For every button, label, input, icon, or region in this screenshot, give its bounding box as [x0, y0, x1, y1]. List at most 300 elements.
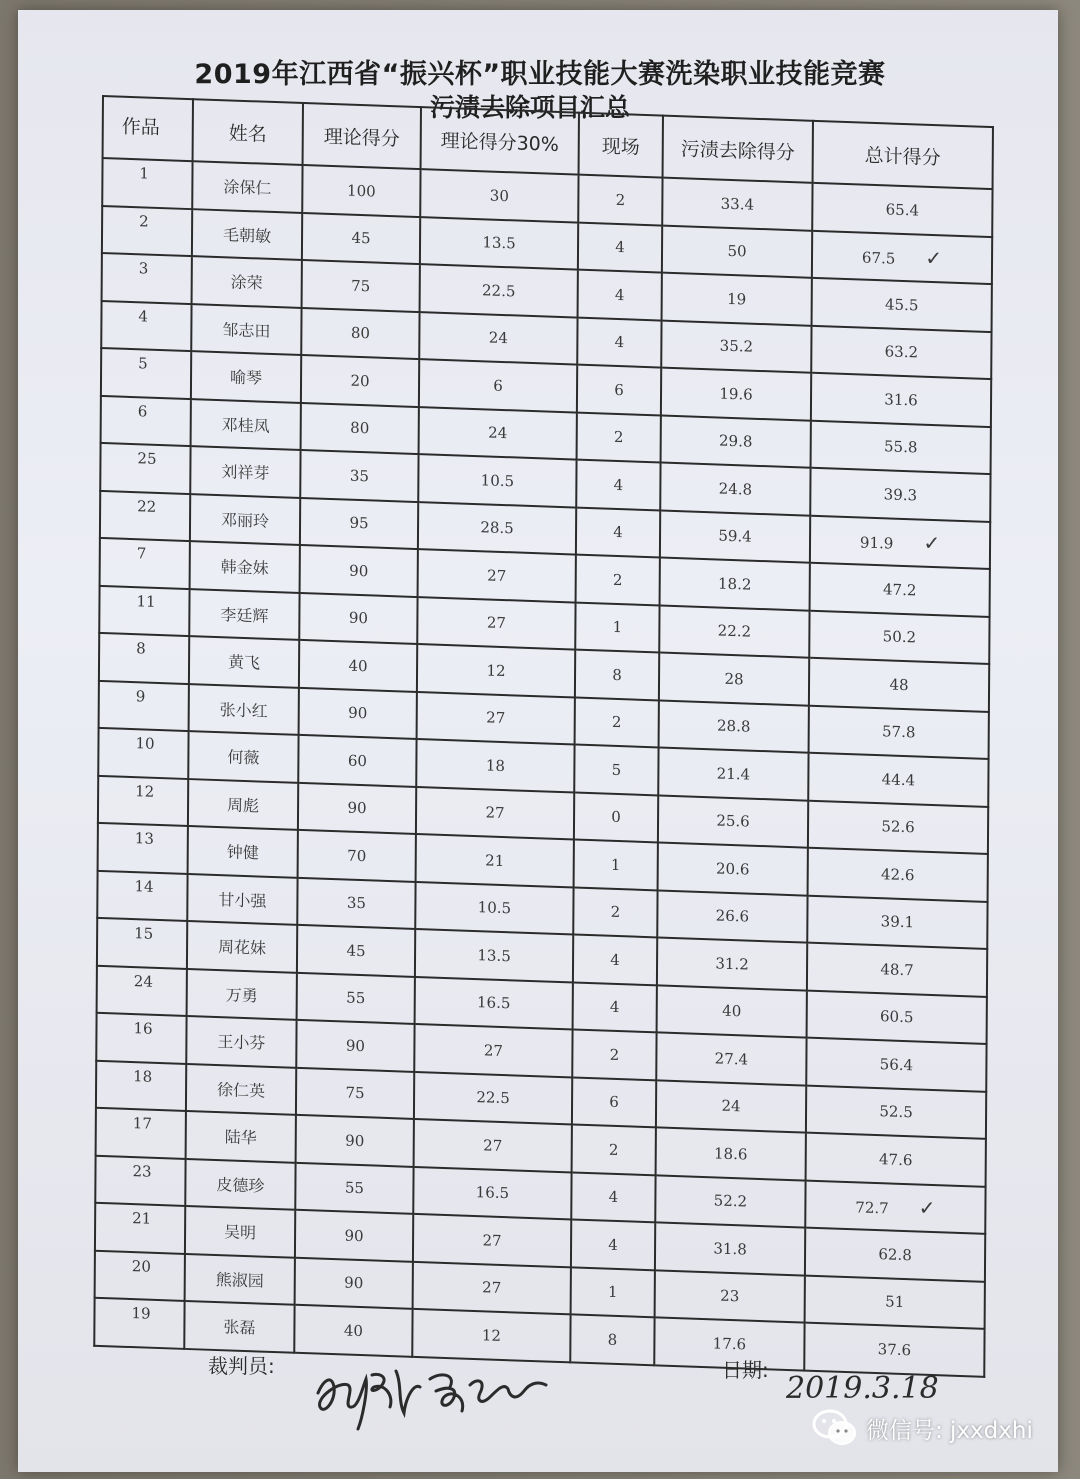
total-score-cell-text: 31.6	[884, 390, 918, 410]
theory-30pct-cell-text: 21	[485, 851, 505, 870]
entry-id-cell	[100, 443, 190, 494]
stain-score-cell-text: 31.8	[713, 1239, 747, 1259]
entry-id-cell	[100, 490, 190, 541]
entry-id-cell	[101, 395, 191, 446]
name-cell-text: 王小芬	[217, 1032, 266, 1053]
total-score-cell-text: 91.9	[859, 533, 894, 553]
theory-30pct-cell-text: 27	[482, 1231, 502, 1250]
name-cell-text: 皮德珍	[216, 1174, 265, 1196]
stain-score-cell-text: 31.2	[715, 954, 749, 974]
onsite-cell-text: 8	[612, 665, 622, 684]
theory-30pct-cell	[416, 786, 574, 839]
theory-30pct-cell-text: 27	[482, 1278, 502, 1298]
date-label: 日期:	[722, 1358, 769, 1382]
theory-score-cell	[302, 212, 420, 264]
theory-30pct-cell	[416, 834, 574, 887]
onsite-cell-text: 4	[614, 333, 625, 352]
theory-30pct-cell-text: 27	[485, 803, 505, 823]
theory-score-cell	[298, 735, 416, 787]
onsite-cell-text: 2	[611, 713, 622, 732]
entry-id-cell	[98, 823, 188, 874]
stain-score-cell	[659, 605, 809, 658]
entry-id-cell-text: 9	[135, 686, 146, 706]
entry-id-cell	[99, 680, 189, 731]
name-cell	[188, 779, 298, 830]
theory-30pct-cell	[418, 502, 576, 555]
theory-30pct-cell	[415, 929, 573, 982]
total-score-cell-text: 39.1	[880, 912, 915, 932]
total-score-cell	[807, 943, 987, 997]
stain-score-cell-text: 25.6	[716, 811, 750, 831]
name-cell	[191, 399, 301, 450]
onsite-cell	[576, 460, 660, 510]
total-score-cell	[805, 1275, 985, 1329]
name-cell-text: 徐仁英	[217, 1079, 266, 1101]
total-score-cell	[811, 373, 991, 427]
onsite-cell-text: 4	[608, 1235, 618, 1254]
theory-30pct-cell	[418, 549, 576, 602]
total-score-cell-text: 57.8	[881, 722, 916, 742]
stain-score-cell-text: 27.4	[714, 1049, 749, 1069]
wechat-watermark	[812, 1408, 1033, 1448]
onsite-cell	[578, 175, 662, 225]
theory-30pct-cell-text: 12	[486, 661, 506, 680]
theory-30pct-cell-text: 6	[493, 376, 503, 395]
onsite-cell-text: 1	[610, 855, 621, 874]
theory-score-cell-text: 40	[348, 656, 368, 676]
sheet-title: 2019年江西省“振兴杯”职业技能大赛洗染职业技能竞赛	[194, 59, 886, 90]
onsite-cell-text: 2	[615, 190, 626, 210]
onsite-cell	[577, 365, 661, 415]
total-score-cell-text: 44.4	[881, 769, 916, 790]
onsite-cell	[578, 270, 662, 320]
theory-30pct-cell	[420, 169, 578, 222]
name-cell	[189, 589, 299, 640]
onsite-cell	[573, 982, 657, 1032]
onsite-cell	[571, 1172, 655, 1222]
theory-30pct-cell	[417, 597, 575, 650]
theory-score-cell	[301, 402, 419, 454]
total-score-cell	[806, 1133, 986, 1187]
onsite-cell-text: 2	[612, 570, 623, 589]
theory-30pct-cell-text: 27	[483, 1041, 504, 1060]
entry-id-cell-text: 20	[131, 1256, 151, 1276]
total-score-cell	[809, 705, 989, 759]
stain-score-cell	[662, 178, 812, 231]
theory-30pct-cell-text: 24	[488, 328, 508, 348]
theory-score-cell	[296, 1067, 414, 1119]
name-cell-text: 毛朝敏	[222, 224, 272, 246]
theory-score-cell-text: 70	[347, 846, 367, 865]
stain-score-cell-text: 18.6	[713, 1144, 748, 1164]
theory-score-cell	[300, 497, 418, 549]
onsite-cell-text: 4	[610, 950, 620, 969]
theory-30pct-cell-text: 27	[486, 613, 507, 633]
theory-30pct-cell-text: 28.5	[480, 518, 514, 538]
onsite-cell-text: 4	[609, 998, 620, 1017]
onsite-cell	[578, 222, 662, 272]
stain-score-cell	[656, 1032, 806, 1085]
stain-score-cell-text: 35.2	[719, 336, 754, 356]
total-score-cell	[808, 753, 988, 807]
onsite-cell-text: 6	[609, 1092, 619, 1112]
stain-score-cell-text: 40	[722, 1001, 742, 1021]
onsite-cell	[575, 697, 659, 747]
header-theory-score: 理论得分	[303, 103, 421, 169]
name-cell	[189, 636, 299, 687]
onsite-cell	[575, 602, 659, 652]
name-cell-text: 甘小强	[218, 889, 267, 911]
onsite-cell-text: 4	[614, 285, 625, 304]
total-score-cell	[805, 1180, 985, 1234]
name-cell-text: 喻琴	[229, 367, 263, 388]
theory-30pct-cell	[414, 1024, 572, 1077]
name-cell-text: 邓桂凤	[221, 414, 270, 436]
total-score-cell-text: 62.8	[878, 1244, 912, 1265]
watermark-text: 微信号: jxxdxhi	[866, 1417, 1033, 1444]
onsite-cell-text: 8	[607, 1330, 618, 1349]
theory-score-cell-text: 55	[344, 1178, 365, 1198]
theory-30pct-cell-text: 13.5	[482, 233, 516, 253]
stain-score-cell	[660, 557, 810, 610]
date-value: 2019.3.18	[786, 1371, 939, 1406]
total-score-cell-text: 42.6	[880, 864, 915, 885]
onsite-cell-text: 2	[613, 428, 624, 447]
theory-score-cell-text: 90	[347, 798, 367, 818]
total-score-cell-text: 67.5	[861, 248, 896, 268]
theory-score-cell	[297, 877, 415, 929]
name-cell	[192, 209, 302, 260]
entry-id-cell-text: 3	[138, 259, 149, 278]
theory-score-cell	[301, 307, 419, 359]
name-cell	[185, 1253, 295, 1304]
total-score-cell	[808, 800, 988, 854]
onsite-cell	[574, 839, 658, 889]
entry-id-cell	[94, 1298, 184, 1349]
onsite-cell	[572, 1077, 656, 1127]
total-score-cell-text: 65.4	[885, 200, 920, 220]
onsite-cell	[577, 412, 661, 462]
total-score-cell	[812, 278, 992, 332]
total-score-cell-text: 72.7	[855, 1198, 889, 1218]
entry-id-cell	[97, 965, 187, 1016]
theory-30pct-cell-text: 27	[487, 566, 507, 585]
theory-score-cell-text: 60	[347, 751, 368, 771]
total-score-cell	[809, 610, 989, 664]
onsite-cell	[573, 934, 657, 984]
onsite-cell	[572, 1029, 656, 1079]
name-cell-text: 涂荣	[230, 272, 263, 293]
theory-score-cell-text: 90	[344, 1226, 364, 1245]
theory-score-cell-text: 45	[351, 228, 371, 248]
total-score-cell-text: 63.2	[884, 342, 919, 362]
header-theory-30pct: 理论得分30%	[421, 107, 579, 175]
name-cell	[190, 494, 300, 545]
name-cell-text: 何薇	[227, 747, 260, 768]
total-score-cell	[807, 895, 987, 949]
theory-30pct-cell	[419, 407, 577, 460]
onsite-cell	[575, 650, 659, 700]
name-cell-text: 周彪	[226, 795, 260, 816]
name-cell-text: 张磊	[223, 1317, 256, 1338]
theory-30pct-cell-text: 16.5	[475, 1183, 510, 1203]
onsite-cell	[577, 317, 661, 367]
onsite-cell-text: 2	[609, 1045, 620, 1064]
total-score-cell	[807, 990, 987, 1044]
theory-score-cell-text: 55	[346, 988, 366, 1008]
entry-id-cell	[100, 538, 190, 589]
name-cell	[188, 826, 298, 877]
theory-30pct-cell-text: 30	[489, 186, 509, 205]
stain-score-cell-text: 50	[727, 242, 747, 261]
check-mark-icon: ✓	[918, 1195, 936, 1221]
total-score-cell-text: 48	[889, 675, 909, 694]
onsite-cell	[576, 555, 660, 605]
name-cell	[184, 1301, 294, 1352]
name-cell	[185, 1206, 295, 1257]
theory-score-cell	[302, 260, 420, 312]
theory-score-cell	[296, 1115, 414, 1167]
theory-score-cell-text: 35	[349, 466, 370, 486]
total-score-cell-text: 56.4	[879, 1054, 914, 1075]
entry-id-cell-text: 16	[133, 1019, 153, 1038]
theory-30pct-cell	[420, 264, 578, 317]
score-table	[93, 95, 994, 1377]
entry-id-cell-text: 13	[134, 829, 154, 848]
referee-signature	[310, 1335, 570, 1435]
entry-id-cell	[95, 1155, 185, 1206]
theory-score-cell-text: 90	[349, 561, 369, 581]
entry-id-cell-text: 2	[139, 211, 149, 231]
stain-score-cell	[660, 463, 810, 516]
onsite-cell	[573, 887, 657, 937]
theory-score-cell	[300, 545, 418, 597]
name-cell	[187, 968, 297, 1019]
theory-30pct-cell-text: 16.5	[476, 993, 511, 1013]
theory-score-cell-text: 100	[346, 181, 376, 201]
stain-score-cell	[662, 273, 812, 326]
entry-id-cell-text: 23	[132, 1161, 152, 1181]
name-cell-text: 万勇	[225, 985, 258, 1006]
entry-id-cell	[101, 348, 191, 399]
wechat-icon	[812, 1408, 858, 1448]
stain-score-cell-text: 28	[724, 669, 744, 689]
stain-score-cell	[658, 842, 808, 895]
theory-30pct-cell	[419, 359, 577, 412]
entry-id-cell	[102, 253, 192, 304]
theory-score-cell	[295, 1257, 413, 1309]
stain-score-cell	[661, 368, 811, 421]
stain-score-cell	[657, 890, 807, 943]
stain-score-cell	[661, 320, 811, 373]
entry-id-cell-text: 11	[136, 591, 156, 611]
stain-score-cell	[657, 985, 807, 1038]
name-cell	[186, 1063, 296, 1114]
name-cell-text: 吴明	[224, 1222, 257, 1243]
theory-score-cell-text: 90	[348, 608, 369, 628]
theory-score-cell	[299, 592, 417, 644]
stain-score-cell	[658, 795, 808, 848]
entry-id-cell-text: 1	[139, 164, 150, 183]
total-score-cell	[810, 563, 990, 617]
theory-30pct-cell	[415, 976, 573, 1029]
entry-id-cell	[95, 1203, 185, 1254]
theory-score-cell-text: 35	[346, 893, 367, 913]
name-cell-text: 邓丽玲	[220, 509, 270, 531]
total-score-cell	[812, 183, 992, 237]
theory-30pct-cell-text: 13.5	[477, 945, 511, 966]
total-score-cell-text: 48.7	[880, 959, 914, 980]
name-cell-text: 刘祥芽	[221, 462, 270, 484]
theory-30pct-cell	[417, 692, 575, 745]
theory-score-cell	[302, 165, 420, 217]
theory-score-cell-text: 90	[348, 703, 368, 723]
theory-30pct-cell	[414, 1071, 572, 1124]
theory-30pct-cell-text: 10.5	[480, 470, 515, 491]
referee-label: 裁判员:	[208, 1354, 275, 1378]
stain-score-cell-text: 59.4	[718, 526, 752, 546]
onsite-cell	[572, 1124, 656, 1174]
onsite-cell	[571, 1219, 655, 1269]
name-cell	[188, 731, 298, 782]
total-score-cell-text: 50.2	[882, 627, 917, 647]
header-stain-score: 污渍去除得分	[663, 116, 813, 183]
stain-score-cell	[655, 1175, 805, 1228]
entry-id-cell	[95, 1250, 185, 1301]
total-score-cell	[809, 658, 989, 712]
total-score-cell-text: 47.6	[878, 1149, 913, 1170]
name-cell	[186, 1016, 296, 1067]
name-cell-text: 李廷辉	[220, 604, 269, 626]
stain-score-cell	[656, 1080, 806, 1133]
onsite-cell-text: 4	[613, 475, 624, 494]
theory-30pct-cell	[413, 1166, 571, 1219]
theory-score-cell	[295, 1210, 413, 1262]
theory-30pct-cell	[420, 217, 578, 270]
total-score-cell-text: 45.5	[884, 295, 919, 315]
header-total-score: 总计得分	[813, 121, 993, 189]
total-score-cell-text: 51	[885, 1292, 905, 1312]
theory-score-cell	[297, 925, 415, 977]
theory-30pct-cell-text: 12	[481, 1326, 502, 1345]
entry-id-cell	[98, 775, 188, 826]
theory-score-cell-text: 75	[351, 276, 371, 296]
theory-score-cell	[299, 687, 417, 739]
theory-score-cell-text: 90	[345, 1131, 365, 1150]
entry-id-cell	[97, 870, 187, 921]
theory-30pct-cell	[413, 1261, 571, 1314]
stain-score-cell	[659, 700, 809, 753]
theory-30pct-cell	[413, 1214, 571, 1267]
entry-id-cell-text: 8	[136, 639, 146, 658]
name-cell-text: 邹志田	[222, 319, 271, 341]
name-cell	[191, 304, 301, 355]
header-entry-id: 作品	[103, 96, 193, 161]
name-cell-text: 涂保仁	[223, 177, 272, 199]
theory-30pct-cell	[418, 454, 576, 507]
total-score-cell-text: 52.6	[881, 817, 915, 837]
stain-score-cell	[662, 225, 812, 278]
entry-id-cell-text: 14	[134, 876, 154, 896]
total-score-cell	[806, 1085, 986, 1139]
theory-30pct-cell-text: 10.5	[477, 898, 512, 918]
theory-score-cell-text: 80	[350, 323, 371, 343]
theory-30pct-cell-text: 22.5	[476, 1088, 510, 1108]
name-cell	[189, 684, 299, 735]
stain-score-cell-text: 33.4	[720, 194, 755, 214]
theory-score-cell-text: 90	[345, 1036, 366, 1055]
theory-30pct-cell-text: 22.5	[481, 281, 516, 301]
name-cell-text: 黄飞	[227, 652, 261, 673]
stain-score-cell-text: 22.2	[717, 621, 752, 641]
entry-id-cell-text: 5	[138, 354, 148, 373]
entry-id-cell-text: 7	[136, 544, 147, 563]
total-score-cell-text: 60.5	[879, 1007, 914, 1027]
entry-id-cell	[99, 633, 189, 684]
theory-score-cell	[299, 640, 417, 692]
stain-score-cell-text: 26.6	[715, 906, 750, 926]
handwritten-date	[784, 1362, 944, 1412]
total-score-cell-text: 55.8	[883, 437, 918, 457]
theory-30pct-cell	[417, 644, 575, 697]
total-score-cell	[812, 230, 992, 284]
onsite-cell	[574, 792, 658, 842]
stain-score-cell	[655, 1222, 805, 1275]
onsite-cell-text: 4	[608, 1187, 619, 1207]
theory-score-cell	[296, 1020, 414, 1072]
theory-score-cell	[300, 450, 418, 502]
theory-score-cell	[295, 1162, 413, 1214]
stain-score-cell	[659, 652, 809, 705]
name-cell	[186, 1111, 296, 1162]
entry-id-cell-text: 21	[132, 1209, 152, 1228]
entry-id-cell	[97, 918, 187, 969]
theory-30pct-cell	[419, 312, 577, 365]
header-onsite: 现场	[579, 113, 663, 178]
entry-id-cell-text: 10	[135, 734, 155, 753]
entry-id-cell-text: 18	[133, 1066, 153, 1086]
sheet-subtitle: 污渍去除项目汇总	[429, 93, 630, 122]
stain-score-cell-text: 18.2	[717, 574, 752, 594]
onsite-cell	[574, 745, 658, 795]
theory-30pct-cell	[416, 739, 574, 792]
stain-score-cell	[658, 747, 808, 800]
onsite-cell-text: 2	[608, 1140, 619, 1159]
entry-id-cell	[102, 158, 192, 209]
stain-score-cell-text: 23	[720, 1286, 740, 1306]
stain-score-cell	[657, 937, 807, 990]
name-cell	[187, 921, 297, 972]
check-mark-icon: ✓	[923, 530, 941, 556]
total-score-cell	[810, 468, 990, 522]
theory-score-cell-text: 45	[346, 941, 366, 960]
theory-score-cell	[298, 782, 416, 834]
stain-score-cell	[660, 510, 810, 563]
entry-id-cell	[96, 1060, 186, 1111]
name-cell	[187, 874, 297, 925]
onsite-cell-text: 2	[610, 903, 621, 922]
theory-score-cell	[301, 355, 419, 407]
check-mark-icon: ✓	[925, 246, 943, 271]
total-score-cell	[806, 1038, 986, 1092]
name-cell-text: 钟健	[226, 842, 259, 863]
theory-30pct-cell-text: 27	[483, 1136, 503, 1155]
entry-id-cell	[102, 206, 192, 257]
theory-score-cell-text: 40	[343, 1321, 364, 1340]
theory-30pct-cell-text: 24	[488, 423, 508, 443]
entry-id-cell-text: 12	[135, 781, 155, 801]
stain-score-cell-text: 24.8	[718, 479, 753, 499]
